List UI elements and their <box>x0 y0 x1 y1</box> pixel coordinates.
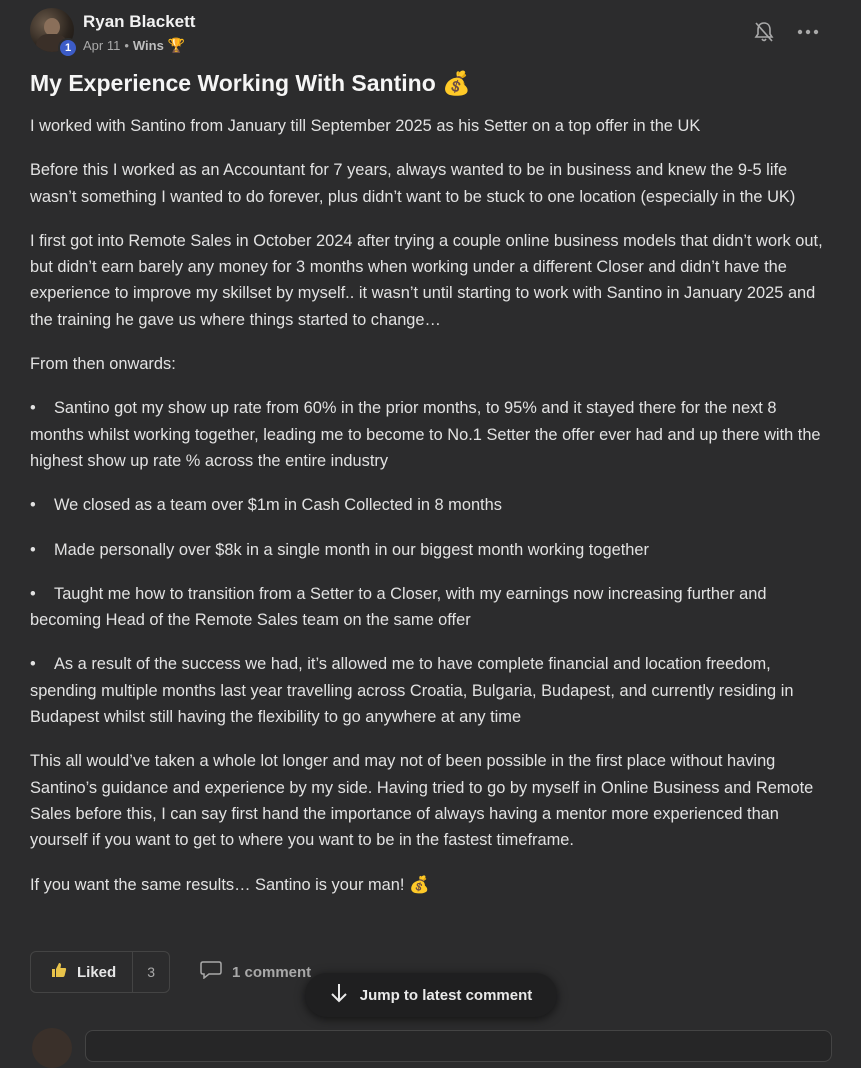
post-paragraph: I worked with Santino from January till September 2025 as his Setter on a top offer in the UK <box>30 117 701 135</box>
post-header <box>30 8 830 58</box>
author-name[interactable]: Ryan Blackett <box>83 12 196 31</box>
post-title: My Experience Working With Santino 💰 <box>30 70 471 96</box>
comment-button[interactable] <box>200 961 311 983</box>
post-paragraph: From then onwards: <box>30 355 176 374</box>
post-paragraph: I first got into Remote Sales in October 2024 after trying a couple online business models that didn’t work out, but didn’t earn barely any money for 3 months when working under a different Closer and didn’t have the experience to improve my skillset by myself.. it wasn’t until starting to work with Santino in January 2025 and the training he gave us where things started to change… <box>30 231 823 329</box>
bullet-item: • As a result of the success we had, it’s allowed me to have complete financial and location freedom, spending multiple months last year travelling across Croatia, Bulgaria, Budapest, and currently residing in Budapest whilst still having the flexibility to go anywhere at any time <box>30 651 830 730</box>
like-count[interactable]: 3 <box>132 952 169 992</box>
thumbs-up-icon <box>51 962 67 982</box>
post-meta <box>83 37 185 54</box>
post-actions <box>30 950 311 994</box>
arrow-down-icon <box>330 983 348 1007</box>
post-category[interactable]: Wins <box>132 38 164 53</box>
bullet-item: • Made personally over $8k in a single month in our biggest month working together <box>30 537 830 563</box>
level-badge: 1 <box>58 38 78 58</box>
comment-icon <box>200 961 222 983</box>
post-paragraph: This all would’ve taken a whole lot longer and may not of been possible in the first place without having Santino’s guidance and experience by my side. Having tried to go by myself in Online Business and Remote Sales before this, I can say first hand the importance of always having a mentor more experienced than yourself if you want to get to where you want to be in the fastest timeframe. <box>30 752 814 850</box>
bullet-item: • We closed as a team over $1m in Cash Collected in 8 months <box>30 492 830 518</box>
like-button[interactable] <box>31 952 132 992</box>
comment-composer <box>30 1026 830 1036</box>
post-paragraph: Before this I worked as an Accountant for 7 years, always wanted to be in business and knew the 9-5 life wasn’t something I wanted to do forever, plus didn’t want to be stuck to one location (especially in the UK) <box>30 161 796 206</box>
more-horizontal-icon[interactable] <box>796 20 820 44</box>
post-date[interactable]: Apr 11 <box>83 38 121 53</box>
user-avatar <box>32 1028 72 1068</box>
jump-label: Jump to latest comment <box>359 986 533 1004</box>
bullet-item: • Taught me how to transition from a Setter to a Closer, with my earnings now increasing further and becoming Head of the Remote Sales team on the same offer <box>30 581 830 634</box>
post-body <box>30 113 830 916</box>
bullet-list <box>30 395 830 730</box>
bell-off-icon[interactable] <box>752 20 776 44</box>
trophy-icon: 🏆 <box>167 37 186 53</box>
meta-separator: • <box>124 38 129 53</box>
like-group <box>30 951 170 993</box>
comment-input[interactable] <box>85 1030 832 1062</box>
post-paragraph: If you want the same results… Santino is your man! 💰 <box>30 875 430 894</box>
like-label: Liked <box>77 963 117 981</box>
jump-to-latest-comment-button[interactable] <box>305 973 557 1017</box>
bullet-item: • Santino got my show up rate from 60% in the prior months, to 95% and it stayed there for the next 8 months whilst working together, leading me to become to No.1 Setter the offer ever had and up there with the highest show up rate % across the entire industry <box>30 395 830 474</box>
comment-label: 1 comment <box>231 963 312 981</box>
